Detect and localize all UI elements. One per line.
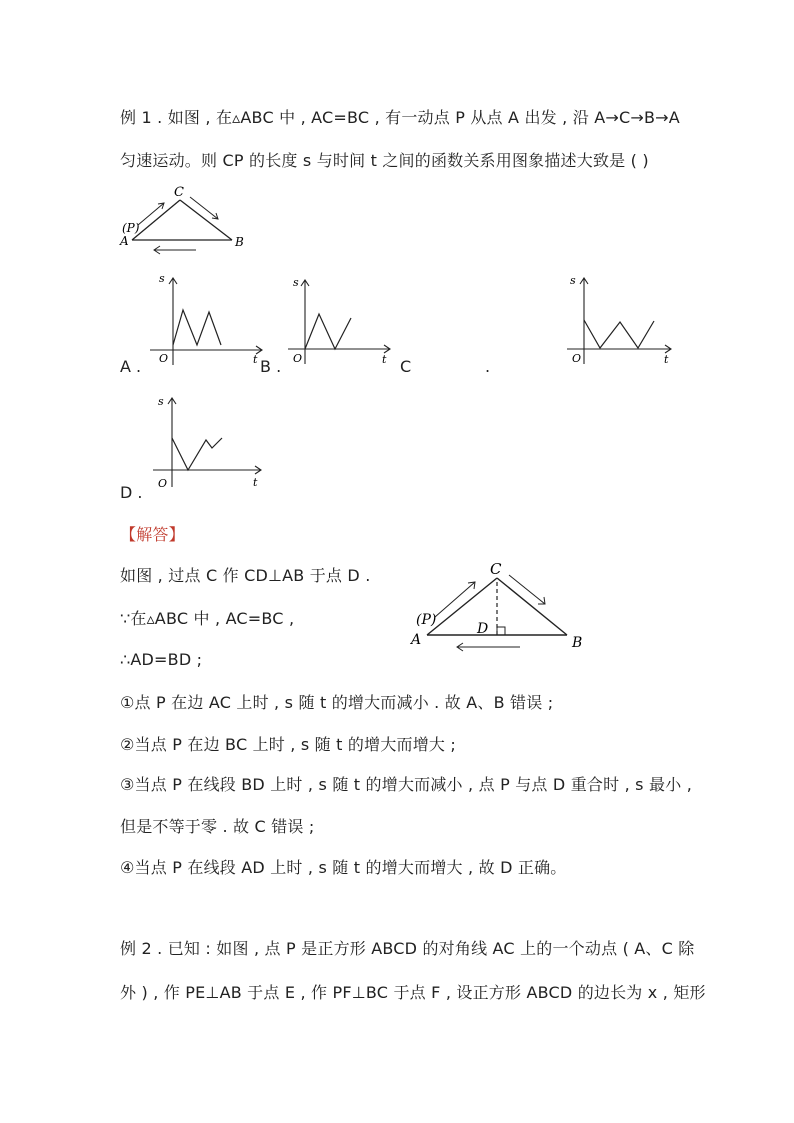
svg-text:t: t	[253, 476, 258, 489]
solution-line-2: ∵在▵ABC 中 , AC=BC ,	[120, 609, 295, 628]
svg-text:t: t	[382, 353, 387, 366]
svg-text:s: s	[158, 395, 164, 408]
svg-text:t: t	[253, 353, 258, 366]
svg-text:s: s	[159, 272, 165, 285]
option-c-label: C	[400, 357, 412, 376]
graph-c-line	[584, 320, 654, 348]
svg-text:t: t	[664, 353, 669, 366]
svg-text:O: O	[572, 352, 582, 365]
svg-text:C: C	[490, 560, 502, 578]
example2-line2: 外 ) , 作 PE⊥AB 于点 E , 作 PF⊥BC 于点 F , 设正方形 ABCD 的边长为 x , 矩形	[120, 983, 706, 1002]
arrow-cb	[190, 197, 218, 219]
option-b-label: B .	[260, 357, 282, 376]
solution-line-1: 如图 , 过点 C 作 CD⊥AB 于点 D .	[120, 566, 371, 585]
svg-text:(P): (P)	[416, 612, 437, 628]
graph-option-d	[148, 393, 268, 493]
graph-option-b	[283, 272, 403, 372]
graph-b-line	[305, 314, 351, 349]
graph-d-line	[172, 438, 222, 470]
triangle-figure-solution	[405, 558, 595, 658]
example1-line2: 匀速运动。则 CP 的长度 s 与时间 t 之间的函数关系用图象描述大致是 ( )	[120, 151, 649, 170]
side-cb	[180, 200, 232, 240]
solution-line-4: ①点 P 在边 AC 上时 , s 随 t 的增大而减小 . 故 A、B 错误 ;	[120, 693, 554, 712]
svg-text:D: D	[477, 621, 489, 637]
graph-option-c	[562, 270, 682, 370]
solution-line-8: ④当点 P 在线段 AD 上时 , s 随 t 的增大而增大 , 故 D 正确。	[120, 858, 567, 877]
triangle-figure-small	[118, 183, 278, 258]
svg-text:s: s	[293, 276, 299, 289]
option-d-label: D .	[120, 483, 143, 502]
svg-text:O: O	[159, 352, 169, 365]
svg-text:O: O	[158, 477, 168, 490]
solution-line-7: 但是不等于零 . 故 C 错误 ;	[120, 817, 315, 836]
svg-text:s: s	[570, 274, 576, 287]
graph-option-a	[145, 270, 265, 370]
solution-heading: 【解答】	[120, 525, 185, 544]
right-angle-mark	[497, 627, 505, 635]
svg-text:B: B	[572, 635, 583, 651]
label-a: A	[120, 234, 129, 248]
graph-a-line	[173, 310, 221, 345]
label-p: (P)	[122, 221, 140, 235]
arrow-ac	[138, 203, 164, 225]
solution-line-3: ∴AD=BD ;	[120, 650, 203, 669]
label-b: B	[235, 235, 244, 249]
option-a-label: A .	[120, 357, 142, 376]
solution-line-6: ③当点 P 在线段 BD 上时 , s 随 t 的增大而减小 , 点 P 与点 D 重合时 , s 最小 ,	[120, 775, 692, 794]
option-c-dot: .	[485, 357, 491, 376]
label-c: C	[174, 185, 184, 200]
example2-line1: 例 2 . 已知 : 如图 , 点 P 是正方形 ABCD 的对角线 AC 上的一个动点 ( A、C 除	[120, 939, 695, 958]
svg-text:A: A	[411, 632, 422, 648]
example1-line1: 例 1 . 如图 , 在▵ABC 中 , AC=BC , 有一动点 P 从点 A 出发 , 沿 A→C→B→A	[120, 108, 680, 127]
solution-line-5: ②当点 P 在边 BC 上时 , s 随 t 的增大而增大 ;	[120, 735, 457, 754]
svg-text:O: O	[293, 352, 303, 365]
